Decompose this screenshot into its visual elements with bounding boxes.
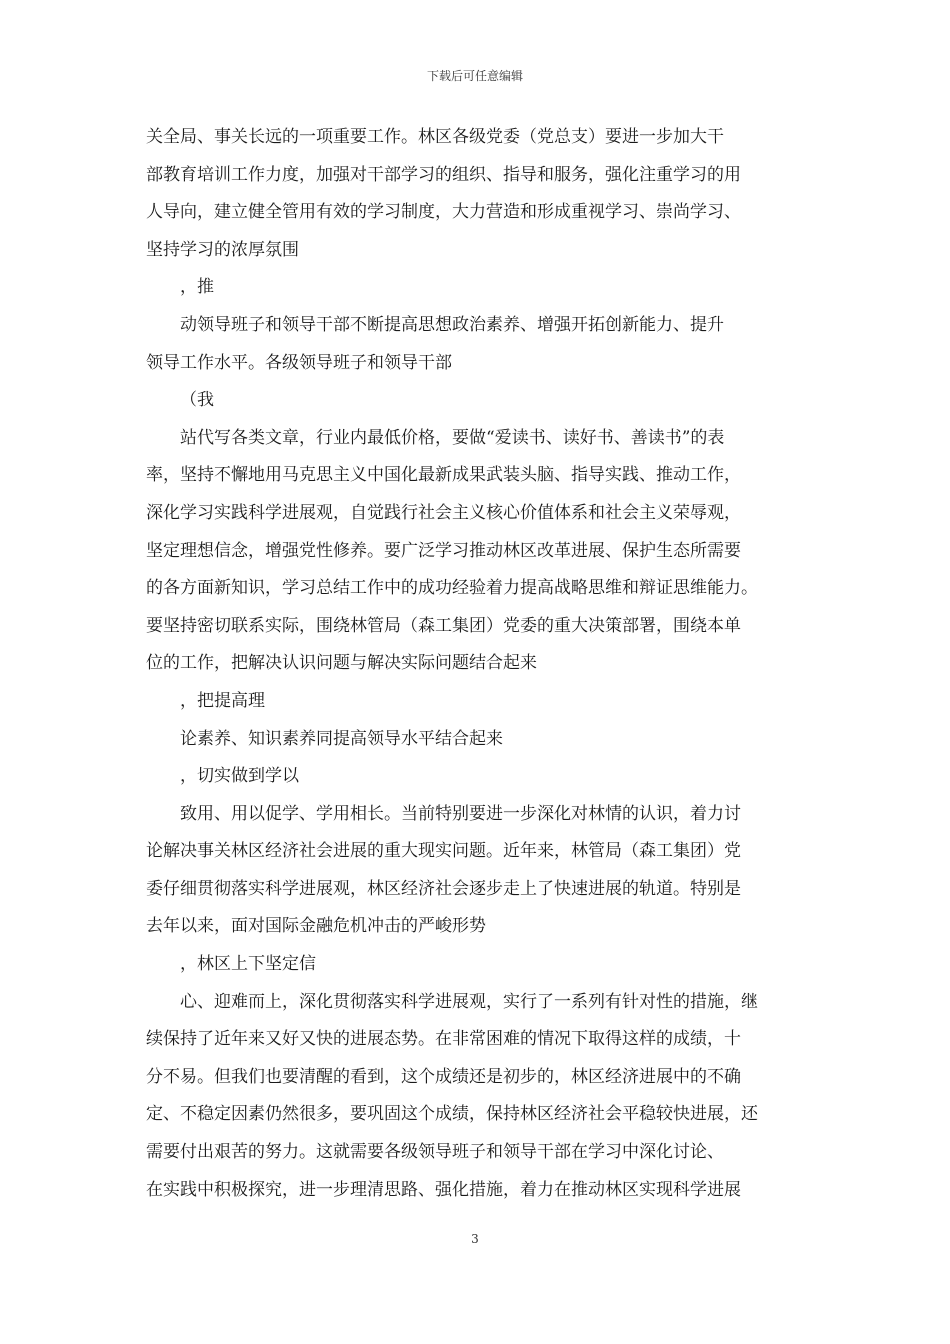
- text-line: 心、迎难而上，深化贯彻落实科学进展观，实行了一系列有针对性的措施，继: [180, 991, 758, 1012]
- text-line: 致用、用以促学、学用相长。当前特别要进一步深化对林情的认识，着力讨: [180, 803, 741, 824]
- text-line: （我: [180, 390, 214, 411]
- text-line: 领导工作水平。各级领导班子和领导干部: [146, 352, 452, 373]
- text-line: 要坚持密切联系实际，围绕林管局（森工集团）党委的重大决策部署，围绕本单: [146, 615, 741, 636]
- text-line: 动领导班子和领导干部不断提高思想政治素养、增强开拓创新能力、提升: [180, 314, 724, 335]
- text-line: 委仔细贯彻落实科学进展观，林区经济社会逐步走上了快速进展的轨道。特别是: [146, 878, 741, 899]
- text-line: 部教育培训工作力度，加强对干部学习的组织、指导和服务，强化注重学习的用: [146, 164, 741, 185]
- text-line: 续保持了近年来又好又快的进展态势。在非常困难的情况下取得这样的成绩，十: [146, 1029, 741, 1050]
- document-body: [146, 119, 808, 1209]
- text-line: 位的工作，把解决认识问题与解决实际问题结合起来: [146, 653, 537, 674]
- text-line: 在实践中积极探究，进一步理清思路、强化措施，着力在推动林区实现科学进展: [146, 1179, 741, 1200]
- text-line: 分不易。但我们也要清醒的看到，这个成绩还是初步的，林区经济进展中的不确: [146, 1066, 741, 1087]
- text-line: 论素养、知识素养同提高领导水平结合起来: [180, 728, 503, 749]
- text-line: 坚定理想信念，增强党性修养。要广泛学习推动林区改革进展、保护生态所需要: [146, 540, 741, 561]
- text-line: 坚持学习的浓厚氛围: [146, 239, 299, 260]
- text-line: 去年以来，面对国际金融危机冲击的严峻形势: [146, 916, 486, 937]
- text-line: 的各方面新知识，学习总结工作中的成功经验着力提高战略思维和辩证思维能力。: [146, 578, 758, 599]
- page-number: 3: [471, 1232, 479, 1246]
- text-line: 深化学习实践科学进展观，自觉践行社会主义核心价值体系和社会主义荣辱观，: [146, 502, 741, 523]
- text-line: 定、不稳定因素仍然很多，要巩固这个成绩，保持林区经济社会平稳较快进展，还: [146, 1104, 758, 1125]
- text-line: ，切实做到学以: [180, 766, 299, 787]
- text-line: ，推: [180, 277, 214, 298]
- text-line: 需要付出艰苦的努力。这就需要各级领导班子和领导干部在学习中深化讨论、: [146, 1142, 724, 1163]
- text-line: 人导向，建立健全管用有效的学习制度，大力营造和形成重视学习、崇尚学习、: [146, 202, 741, 223]
- text-line: 率，坚持不懈地用马克思主义中国化最新成果武装头脑、指导实践、推动工作，: [146, 465, 741, 486]
- text-line: 站代写各类文章，行业内最低价格，要做“爱读书、读好书、善读书”的表: [180, 427, 725, 448]
- text-line: ，把提高理: [180, 690, 265, 711]
- text-line: ，林区上下坚定信: [180, 954, 316, 975]
- page-header: 下载后可任意编辑: [426, 69, 523, 83]
- text-line: 关全局、事关长远的一项重要工作。林区各级党委（党总支）要进一步加大干: [146, 127, 724, 147]
- text-line: 论解决事关林区经济社会进展的重大现实问题。近年来，林管局（森工集团）党: [146, 841, 741, 862]
